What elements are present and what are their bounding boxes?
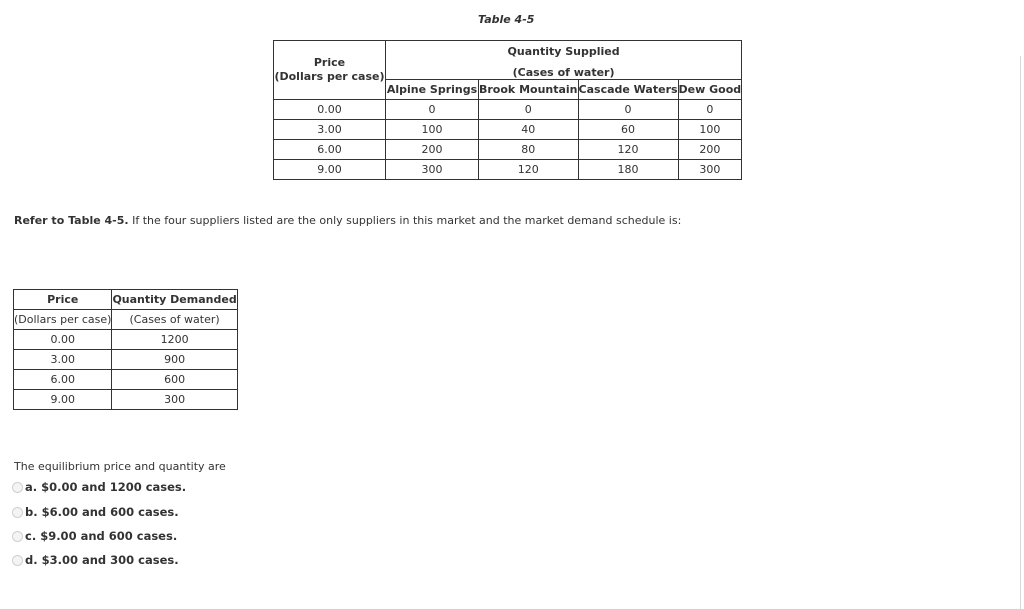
table-row [14,330,238,350]
supply-table [273,40,742,180]
table-row [274,140,742,160]
table-title: Table 4-5 [478,13,535,26]
table-row [14,390,238,410]
demand-table [13,289,238,410]
price-cell: 3.00 [274,120,386,140]
supplier-header-dew: Dew Good [678,80,742,100]
radio-d[interactable] [12,555,23,566]
value-cell: 0 [479,100,579,120]
supplier-header-cascade: Cascade Waters [578,80,678,100]
value-cell: 100 [386,120,479,140]
radio-b[interactable] [12,507,23,518]
table-row [274,120,742,140]
price-cell: 6.00 [14,370,112,390]
supply-price-header-label: Price [313,55,346,69]
value-cell: 0 [578,100,678,120]
value-cell: 120 [479,160,579,180]
price-cell: 3.00 [14,350,112,370]
qty-cell: 900 [112,350,237,370]
value-cell: 200 [678,140,742,160]
value-cell: 80 [479,140,579,160]
qty-cell: 300 [112,390,237,410]
value-cell: 40 [479,120,579,140]
option-b-label[interactable]: b. $6.00 and 600 cases. [25,505,179,519]
scrollbar-edge [1020,56,1021,609]
supply-price-unit [274,69,386,100]
radio-a[interactable] [12,482,23,493]
value-cell: 60 [578,120,678,140]
option-a-label[interactable]: a. $0.00 and 1200 cases. [25,480,187,494]
question-prompt: The equilibrium price and quantity are [14,460,226,473]
price-cell: 9.00 [274,160,386,180]
option-d[interactable] [14,553,179,567]
table-row [14,350,238,370]
demand-price-unit: (Dollars per case) [14,310,112,330]
value-cell: 0 [678,100,742,120]
demand-price-header: Price [14,290,112,310]
value-cell: 200 [386,140,479,160]
refer-text [14,214,681,227]
table-row [274,160,742,180]
price-cell: 9.00 [14,390,112,410]
demand-qty-unit: (Cases of water) [112,310,237,330]
qty-cell: 600 [112,370,237,390]
price-cell: 6.00 [274,140,386,160]
supplier-header-alpine: Alpine Springs [386,80,479,100]
value-cell: 100 [678,120,742,140]
refer-bold: Refer to Table 4-5. [14,214,129,227]
option-c[interactable] [14,529,177,543]
refer-body: If the four suppliers listed are the only suppliers in this market and the market demand schedule is: [128,214,682,227]
price-cell: 0.00 [274,100,386,120]
quantity-supplied-header: Quantity Supplied [386,41,742,62]
quantity-supplied-unit: (Cases of water) [386,61,742,80]
value-cell: 300 [386,160,479,180]
demand-qty-header: Quantity Demanded [112,290,237,310]
price-cell: 0.00 [14,330,112,350]
option-a[interactable] [14,480,186,494]
qty-cell: 1200 [112,330,237,350]
value-cell: 0 [386,100,479,120]
radio-c[interactable] [12,531,23,542]
supply-price-unit-label: (Dollars per case) [274,69,385,83]
option-b[interactable] [14,505,179,519]
table-row [274,100,742,120]
option-c-label[interactable]: c. $9.00 and 600 cases. [25,529,178,543]
option-d-label[interactable]: d. $3.00 and 300 cases. [25,553,179,567]
value-cell: 300 [678,160,742,180]
table-row [14,370,238,390]
supplier-header-brook: Brook Mountain [479,80,579,100]
value-cell: 180 [578,160,678,180]
value-cell: 120 [578,140,678,160]
